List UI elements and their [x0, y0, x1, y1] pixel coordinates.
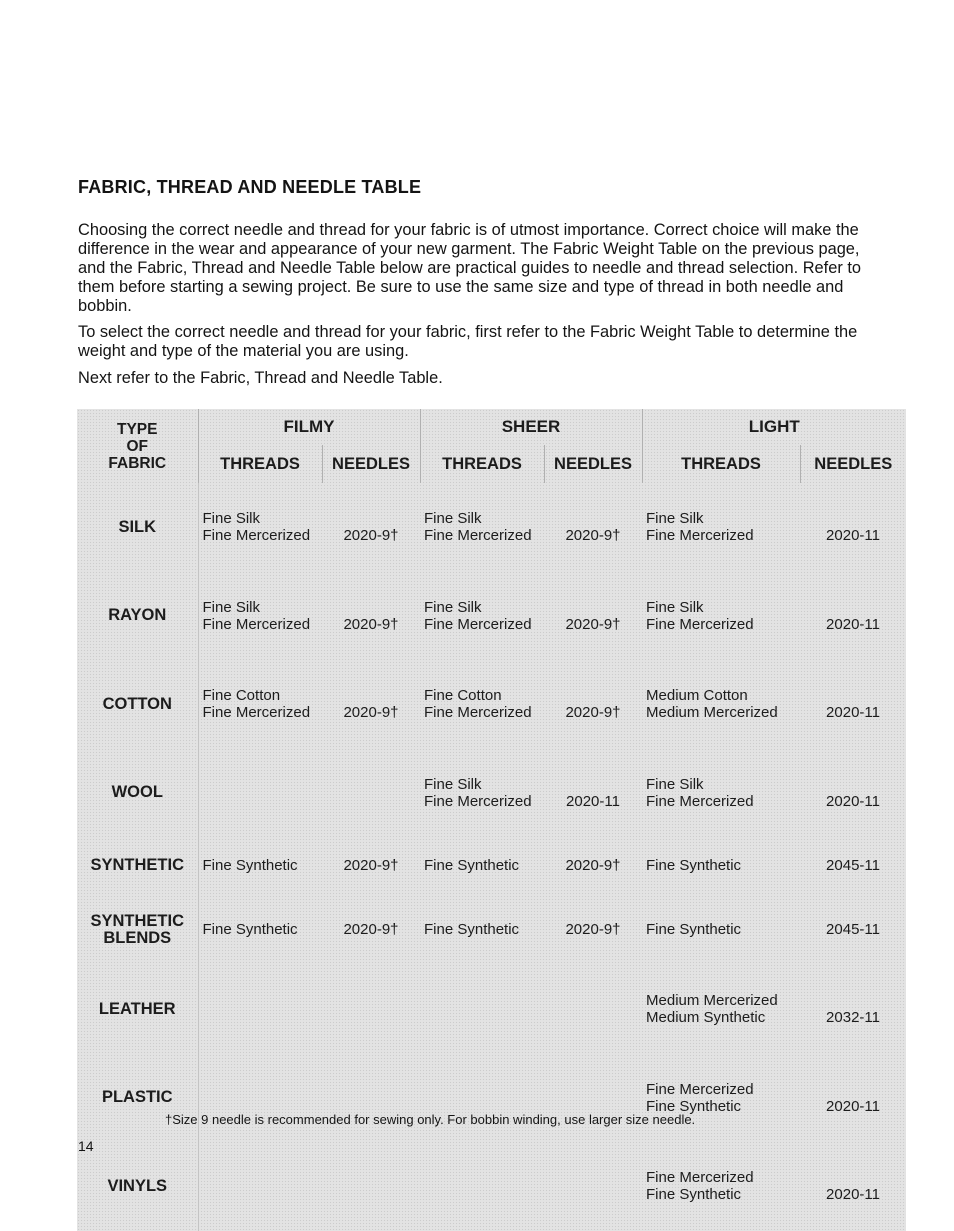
thread-line: Fine Mercerized	[646, 615, 754, 633]
thread-line: Fine Synthetic	[202, 857, 298, 874]
filmy-threads	[198, 965, 322, 1054]
filmy-needle: 2020-9†	[343, 615, 399, 633]
filmy-needle: 2020-9†	[343, 921, 399, 938]
thread-line: Fine Synthetic	[646, 921, 742, 938]
footnote: †Size 9 needle is recommended for sewing only. For bobbin winding, use larger size needle.	[165, 1112, 696, 1127]
thread-line: Fine Synthetic	[646, 1097, 742, 1115]
sheer-threads	[420, 837, 544, 894]
sheer-needle: 2020-11	[566, 792, 620, 810]
light-needle: 2020-11	[826, 1186, 880, 1204]
header-row-groups	[77, 409, 906, 445]
light-needle: 2020-11	[826, 615, 880, 633]
filmy-threads	[198, 483, 322, 572]
header-light: LIGHT	[642, 409, 906, 445]
thread-line: Fine Silk	[646, 598, 704, 616]
header-light-threads: THREADS	[642, 445, 800, 483]
light-threads	[642, 749, 800, 838]
filmy-needle	[322, 749, 420, 838]
thread-line: Fine Synthetic	[424, 857, 520, 874]
fabric-name	[77, 965, 198, 1054]
filmy-needle: 2020-9†	[343, 857, 399, 874]
thread-line: Fine Cotton	[202, 687, 281, 705]
fabric-name	[77, 483, 198, 572]
light-threads	[642, 572, 800, 661]
sheer-threads	[420, 1142, 544, 1231]
fabric-name	[77, 1142, 198, 1231]
thread-line: Fine Mercerized	[202, 527, 311, 545]
page-title: FABRIC, THREAD AND NEEDLE TABLE	[78, 177, 422, 197]
light-threads	[642, 660, 800, 749]
light-needle: 2020-11	[826, 704, 880, 722]
fabric-name-line: COTTON	[102, 694, 172, 713]
thread-line: Fine Silk	[424, 775, 482, 793]
fabric-name	[77, 572, 198, 661]
light-threads	[642, 837, 800, 894]
thread-line: Fine Synthetic	[646, 857, 742, 874]
thread-line: Medium Synthetic	[646, 1009, 766, 1027]
thread-line: Fine Cotton	[424, 687, 502, 705]
table-row	[77, 749, 906, 838]
fabric-name-line: BLENDS	[103, 928, 172, 947]
light-threads	[642, 1054, 800, 1143]
table-row	[77, 894, 906, 965]
table-row	[77, 837, 906, 894]
table-row	[77, 572, 906, 661]
fabric-name-line: LEATHER	[98, 999, 176, 1018]
filmy-threads	[198, 894, 322, 965]
instruction-paragraph: To select the correct needle and thread for your fabric, first refer to the Fabric Weight Table to determine the weight and type of the material you are using.	[78, 323, 858, 360]
sheer-needle: 2020-9†	[565, 527, 621, 545]
sheer-threads	[420, 1054, 544, 1143]
filmy-threads	[198, 1054, 322, 1143]
thread-line: Fine Mercerized	[424, 704, 532, 722]
table-row	[77, 965, 906, 1054]
thread-line: Medium Cotton	[646, 687, 748, 705]
thread-line: Fine Silk	[424, 510, 482, 528]
filmy-needle	[322, 1054, 420, 1143]
filmy-needle	[322, 965, 420, 1054]
header-type-of-fabric	[77, 409, 198, 483]
header-filmy-threads: THREADS	[220, 454, 300, 473]
fabric-name-line: PLASTIC	[101, 1088, 173, 1107]
sheer-threads	[420, 483, 544, 572]
filmy-threads	[198, 837, 322, 894]
fabric-name	[77, 749, 198, 838]
table-row	[77, 660, 906, 749]
thread-line: Fine Synthetic	[202, 921, 298, 938]
sheer-needle: 2020-9†	[565, 704, 621, 722]
filmy-threads	[198, 1142, 322, 1231]
next-step-paragraph: Next refer to the Fabric, Thread and Needle Table.	[78, 369, 443, 387]
sheer-needle: 2020-9†	[565, 921, 621, 938]
light-threads	[642, 894, 800, 965]
fabric-name-line: WOOL	[111, 783, 163, 802]
header-type-line: TYPE	[117, 420, 158, 438]
fabric-name	[77, 894, 198, 965]
header-of-line: OF	[126, 437, 149, 455]
sheer-threads	[420, 894, 544, 965]
sheer-needle: 2020-9†	[565, 615, 621, 633]
fabric-name-line: RAYON	[108, 606, 167, 625]
thread-line: Fine Mercerized	[646, 1169, 754, 1187]
intro-paragraph: Choosing the correct needle and thread for your fabric is of utmost importance. Correct choice will make the difference in the wear and appearance of your new garment. The Fabric Weight Table on the previous page, and the Fabric, Thread and Needle Table below are practical guides to needle and thread selection. Refer to them before starting a sewing project. Be sure to use the same size and type of thread in both needle and bobbin.	[78, 221, 862, 315]
light-needle: 2045-11	[826, 857, 880, 874]
fabric-name	[77, 837, 198, 894]
thread-line: Medium Mercerized	[646, 704, 778, 722]
table-row	[77, 483, 906, 572]
header-filmy-needles: NEEDLES	[322, 445, 420, 483]
sheer-needle	[544, 965, 642, 1054]
light-needle: 2032-11	[826, 1009, 880, 1027]
header-light-needles: NEEDLES	[800, 445, 906, 483]
fabric-name	[77, 1054, 198, 1143]
header-row-columns	[77, 445, 906, 483]
header-sheer-threads: THREADS	[420, 445, 544, 483]
thread-line: Fine Mercerized	[424, 792, 532, 810]
header-filmy: FILMY	[283, 417, 335, 436]
filmy-threads	[198, 749, 322, 838]
sheer-needle	[544, 1054, 642, 1143]
fabric-name-line: SYNTHETIC	[90, 856, 184, 874]
light-threads	[642, 483, 800, 572]
filmy-threads	[198, 572, 322, 661]
filmy-threads	[198, 660, 322, 749]
thread-line: Fine Silk	[202, 598, 261, 616]
filmy-needle	[322, 1142, 420, 1231]
thread-line: Fine Silk	[646, 775, 704, 793]
thread-line: Fine Silk	[424, 598, 482, 616]
light-needle: 2020-11	[826, 1097, 880, 1115]
thread-line: Fine Synthetic	[424, 921, 520, 938]
sheer-threads	[420, 572, 544, 661]
thread-line: Fine Mercerized	[424, 527, 532, 545]
header-fabric-line: FABRIC	[108, 454, 167, 472]
fabric-name-line: SILK	[118, 517, 157, 536]
sheer-threads	[420, 965, 544, 1054]
light-needle: 2045-11	[826, 921, 880, 938]
thread-line: Fine Silk	[202, 510, 261, 528]
thread-line: Medium Mercerized	[646, 992, 778, 1010]
header-sheer: SHEER	[420, 409, 642, 445]
filmy-needle: 2020-9†	[343, 527, 399, 545]
thread-line: Fine Mercerized	[202, 615, 311, 633]
thread-line: Fine Silk	[646, 510, 704, 528]
header-sheer-needles: NEEDLES	[544, 445, 642, 483]
light-needle: 2020-11	[826, 527, 880, 545]
sheer-threads	[420, 749, 544, 838]
thread-line: Fine Mercerized	[646, 1080, 754, 1098]
thread-line: Fine Synthetic	[646, 1186, 742, 1204]
sheer-needle: 2020-9†	[565, 857, 621, 874]
light-threads	[642, 965, 800, 1054]
light-threads	[642, 1142, 800, 1231]
light-needle: 2020-11	[826, 792, 880, 810]
table-row	[77, 1142, 906, 1231]
fabric-name	[77, 660, 198, 749]
sheer-threads	[420, 660, 544, 749]
thread-line: Fine Mercerized	[646, 792, 754, 810]
fabric-name-line: VINYLS	[107, 1176, 168, 1195]
sheer-needle	[544, 1142, 642, 1231]
fabric-thread-needle-table	[77, 409, 906, 1231]
filmy-needle: 2020-9†	[343, 704, 399, 722]
table-row	[77, 1054, 906, 1143]
thread-line: Fine Mercerized	[424, 615, 532, 633]
fabric-name-line: SYNTHETIC	[90, 911, 184, 930]
thread-line: Fine Mercerized	[646, 527, 754, 545]
page-number: 14	[78, 1138, 94, 1154]
thread-line: Fine Mercerized	[202, 704, 311, 722]
